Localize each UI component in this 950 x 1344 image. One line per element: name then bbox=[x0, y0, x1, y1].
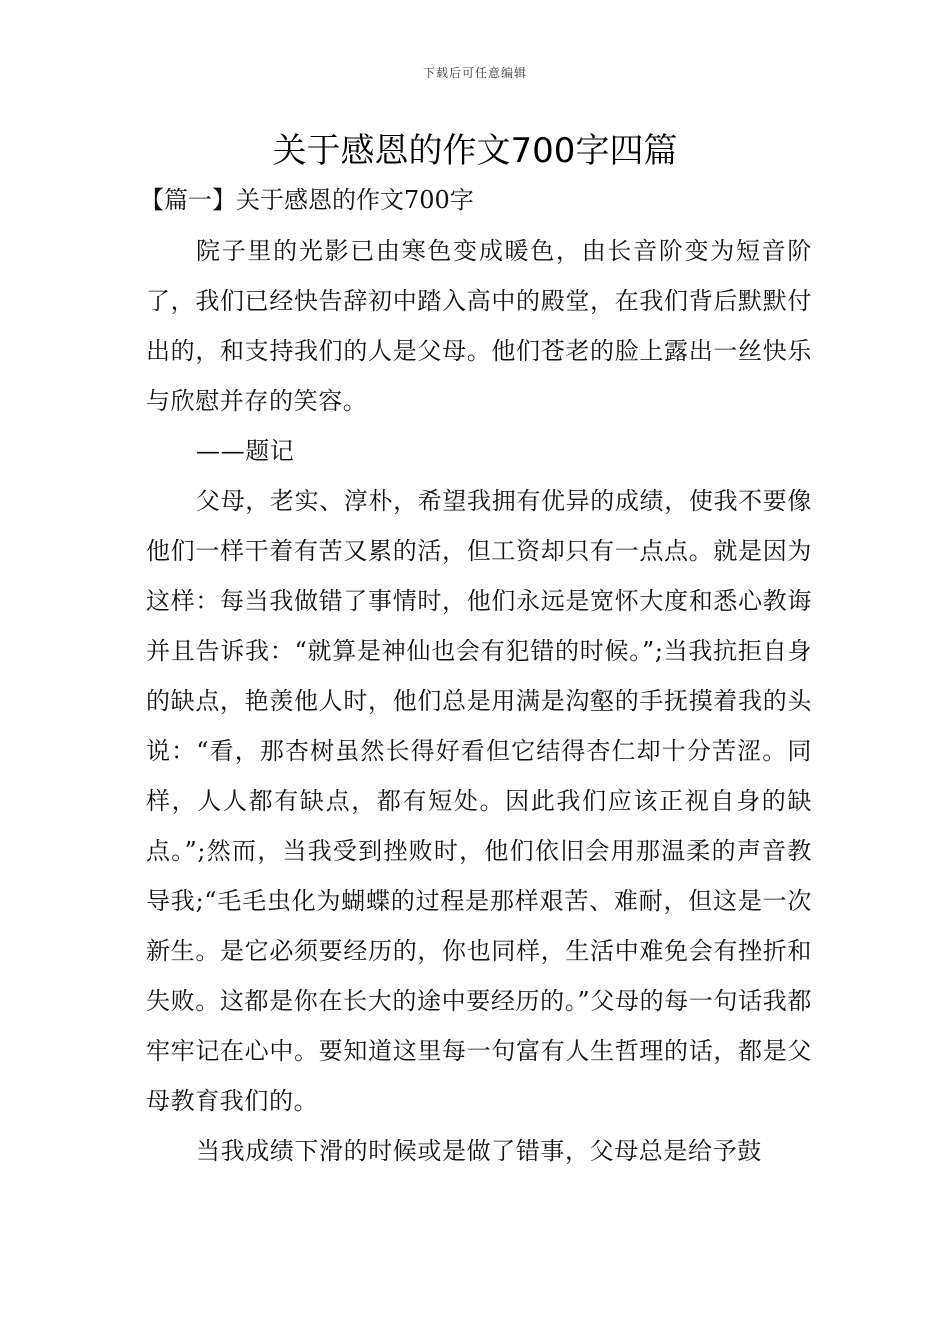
document-body bbox=[146, 226, 812, 1176]
section-heading: 【篇一】关于感恩的作文700字 bbox=[140, 186, 474, 214]
document-title: 关于感恩的作文700字四篇 bbox=[272, 131, 678, 171]
paragraph-1: 院子里的光影已由寒色变成暖色，由长音阶变为短音阶了，我们已经快告辞初中踏入高中的殿堂，在我们背后默默付出的，和支持我们的人是父母。他们苍老的脸上露出一丝快乐与欣慰并存的笑容。 bbox=[146, 237, 812, 415]
paragraph-2: 父母，老实、淳朴，希望我拥有优异的成绩，使我不要像他们一样干着有苦又累的活，但工资却只有一点点。就是因为这样：每当我做错了事情时，他们永远是宽怀大度和悉心教诲并且告诉我：“就算是神仙也会有犯错的时候。”;当我抗拒自身的缺点，艳羡他人时，他们总是用满是沟壑的手抚摸着我的头说：“看，那杏树虽然长得好看但它结得杏仁却十分苦涩。同样，人人都有缺点，都有短处。因此我们应该正视自身的缺点。”;然而，当我受到挫败时，他们依旧会用那温柔的声音教导我;“毛毛虫化为蝴蝶的过程是那样艰苦、难耐，但这是一次新生。是它必须要经历的，你也同样，生活中难免会有挫折和失败。这都是你在长大的途中要经历的。”父母的每一句话我都牢牢记在心中。要知道这里每一句富有人生哲理的话，都是父母教育我们的。 bbox=[146, 487, 812, 1115]
header-note: 下载后可任意编辑 bbox=[422, 66, 527, 80]
paragraph-3: 当我成绩下滑的时候或是做了错事，父母总是给予鼓 bbox=[196, 1137, 762, 1165]
paragraph-epigraph-credit: ——题记 bbox=[196, 437, 295, 465]
